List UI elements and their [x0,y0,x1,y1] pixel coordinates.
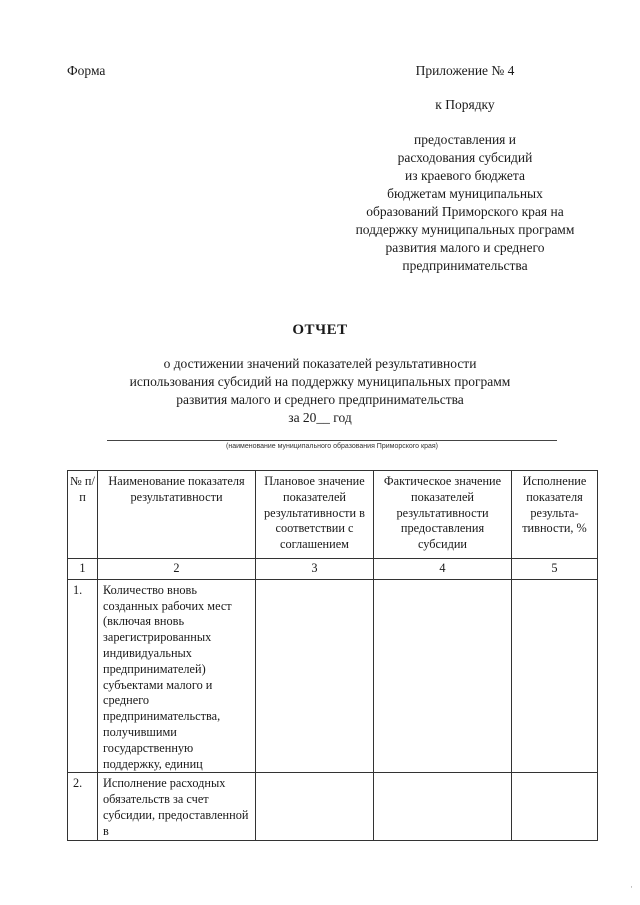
form-label: Форма [67,63,106,78]
actual-value-cell[interactable] [374,773,512,840]
appendix-line: предпринимательства [402,258,528,273]
appendix-line: бюджетам муниципальных [387,186,543,201]
scan-edge-mark: · [630,882,633,892]
column-number-row [68,559,598,580]
row-number: 1. [68,579,98,773]
table-row [68,773,598,840]
report-subtitle [60,355,580,427]
column-header-no: № п/п [68,471,98,559]
report-title: ОТЧЕТ [292,322,348,338]
indicator-name: Количество вновь созданных рабочих мест (включая вновь зарегистрированных индивидуальных предпринимателей) субъектами малого и среднего предпринимательства, получившими государственную поддержку, единиц [98,579,256,773]
subtitle-line: за 20__ год [288,410,352,425]
report-table [67,470,598,841]
appendix-description [330,131,600,275]
subtitle-line: использования субсидий на поддержку муниципальных программ [129,374,511,389]
appendix-line: поддержку муниципальных программ [355,222,575,237]
actual-value-cell[interactable] [374,579,512,773]
appendix-line: предоставления и [414,132,516,147]
column-header-plan: Плановое значение показателей результативности в соответствии с соглашением [256,471,374,559]
column-number: 3 [256,559,374,580]
column-number: 4 [374,559,512,580]
appendix-line: образований Приморского края на [366,204,564,219]
municipality-caption: (наименование муниципального образования Приморского края) [226,443,438,450]
row-number: 2. [68,773,98,840]
appendix-line: расходования субсидий [397,150,533,165]
execution-percent-cell[interactable] [512,773,598,840]
column-header-fact: Фактическое значение показателей результативности предоставления субсидии [374,471,512,559]
municipality-fill-line [107,440,557,441]
appendix-label: Приложение № 4 [415,63,515,78]
column-header-execution: Исполнение показателя результа-тивности, % [512,471,598,559]
execution-percent-cell[interactable] [512,579,598,773]
indicator-name: Исполнение расходных обязательств за счет субсидии, предоставленной в [98,773,256,840]
column-number: 2 [98,559,256,580]
appendix-line: из краевого бюджета [405,168,525,183]
column-header-name: Наименование показателя результативности [98,471,256,559]
column-number: 1 [68,559,98,580]
planned-value-cell[interactable] [256,773,374,840]
table-header-row [68,471,598,559]
appendix-line: развития малого и среднего [385,240,545,255]
planned-value-cell[interactable] [256,579,374,773]
subtitle-line: развития малого и среднего предпринимательства [176,392,464,407]
subtitle-line: о достижении значений показателей результативности [163,356,477,371]
column-number: 5 [512,559,598,580]
table-row [68,579,598,773]
appendix-to-order: к Порядку [435,97,495,112]
